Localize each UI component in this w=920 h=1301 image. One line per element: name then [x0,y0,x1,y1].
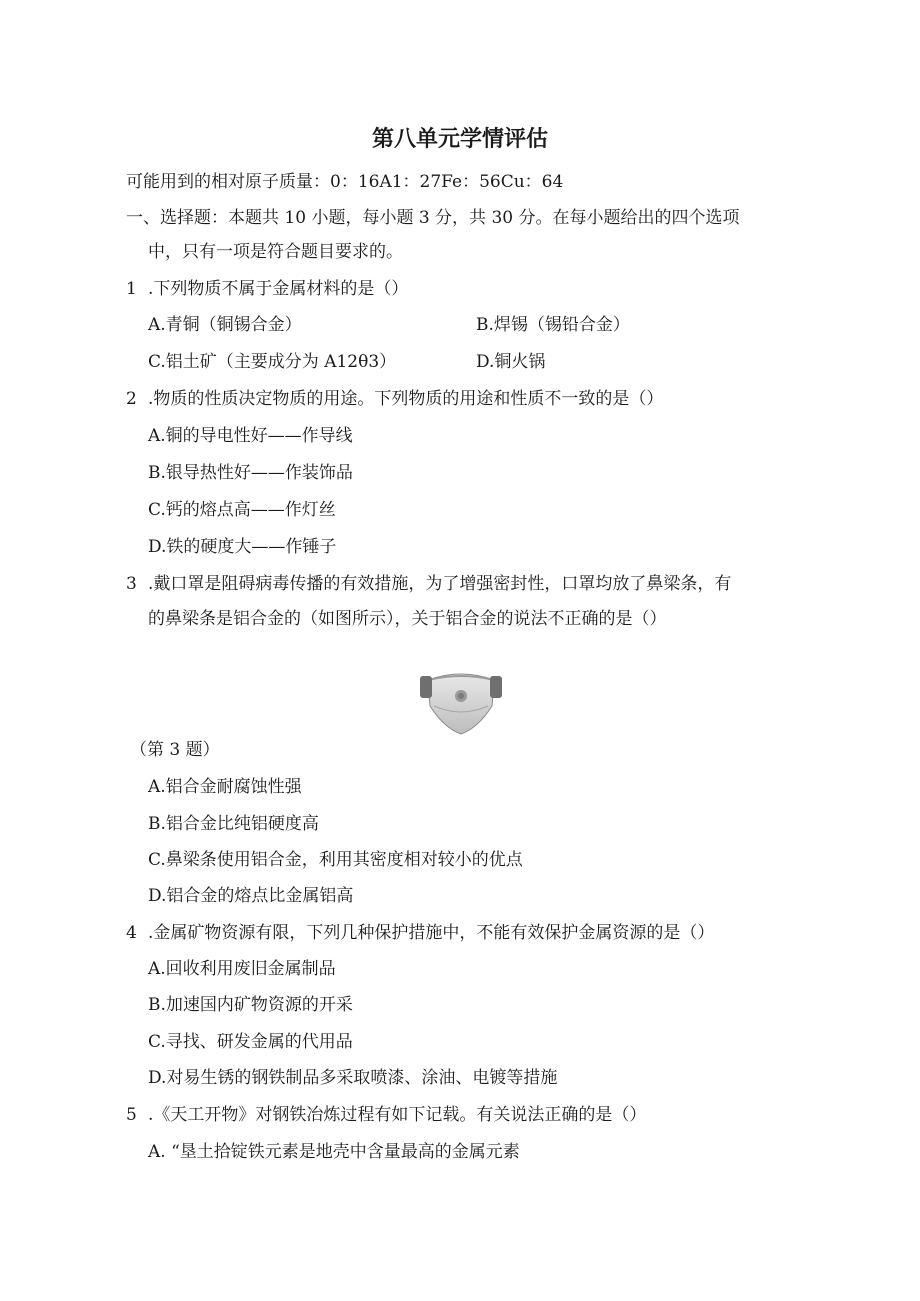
q4-option-d: D.对易生锈的钢铁制品多采取喷漆、涂油、电镀等措施 [148,1068,558,1088]
face-mask-figure [418,666,504,736]
q3-option-c: C.鼻梁条使用铝合金，利用其密度相对较小的优点 [148,850,523,870]
q1-option-c: C.铝土矿（主要成分为 A12θ3） [148,352,397,372]
question-1-stem [126,277,408,301]
q1-option-b: B.焊锡（锡铅合金） [476,315,630,335]
q1-option-d: D.铜火锅 [476,352,546,372]
q3-option-a: A.铝合金耐腐蚀性强 [148,777,302,797]
q2-option-b: B.银导热性好——作装饰品 [148,463,353,483]
q3-figure-caption: （第 3 题） [130,740,220,760]
face-mask-icon [418,666,504,736]
q2-option-c: C.钙的熔点高——作灯丝 [148,500,336,520]
q4-option-c: C.寻找、研发金属的代用品 [148,1032,353,1052]
q1-option-a: A.青铜（铜锡合金） [148,315,302,335]
question-number: 3 [126,574,137,594]
relative-atomic-masses: 可能用到的相对原子质量：0：16A1：27Fe：56Cu：64 [126,172,564,192]
q3-option-b: B.铝合金比纯铝硬度高 [148,814,319,834]
question-4-stem [126,921,714,945]
question-5-stem [126,1103,646,1127]
q4-option-b: B.加速国内矿物资源的开采 [148,995,353,1015]
q2-option-d: D.铁的硬度大——作锤子 [148,537,337,557]
q4-option-a: A.回收利用废旧金属制品 [148,959,336,979]
question-number: 5 [126,1105,137,1125]
question-number: 1 [126,279,137,299]
question-number: 2 [126,389,137,409]
q3-option-d: D.铝合金的熔点比金属铝高 [148,886,354,906]
question-3-stem-line1 [126,572,731,596]
section-instructions-line1: 一、选择题：本题共 10 小题，每小题 3 分，共 30 分。在每小题给出的四个选项 [126,208,740,228]
page-title: 第八单元学情评估 [371,127,548,152]
question-text: .物质的性质决定物质的用途。下列物质的用途和性质不一致的是（） [148,389,664,409]
question-2-stem [126,387,663,411]
section-instructions-line2: 中，只有一项是符合题目要求的。 [148,242,403,262]
question-number: 4 [126,923,137,943]
question-text: .戴口罩是阻碍病毒传播的有效措施，为了增强密封性，口罩均放了鼻梁条，有 [148,574,732,594]
question-3-stem-line2: 的鼻梁条是铝合金的（如图所示），关于铝合金的说法不正确的是（） [148,609,667,629]
question-text: .《天工开物》对钢铁冶炼过程有如下记载。有关说法正确的是（） [148,1105,647,1125]
q2-option-a: A.铜的导电性好——作导线 [148,426,353,446]
q5-option-a: A. “垦土拾锭铁元素是地壳中含量最高的金属元素 [148,1142,520,1162]
question-text: .下列物质不属于金属材料的是（） [148,279,409,299]
question-text: .金属矿物资源有限，下列几种保护措施中，不能有效保护金属资源的是（） [148,923,715,943]
